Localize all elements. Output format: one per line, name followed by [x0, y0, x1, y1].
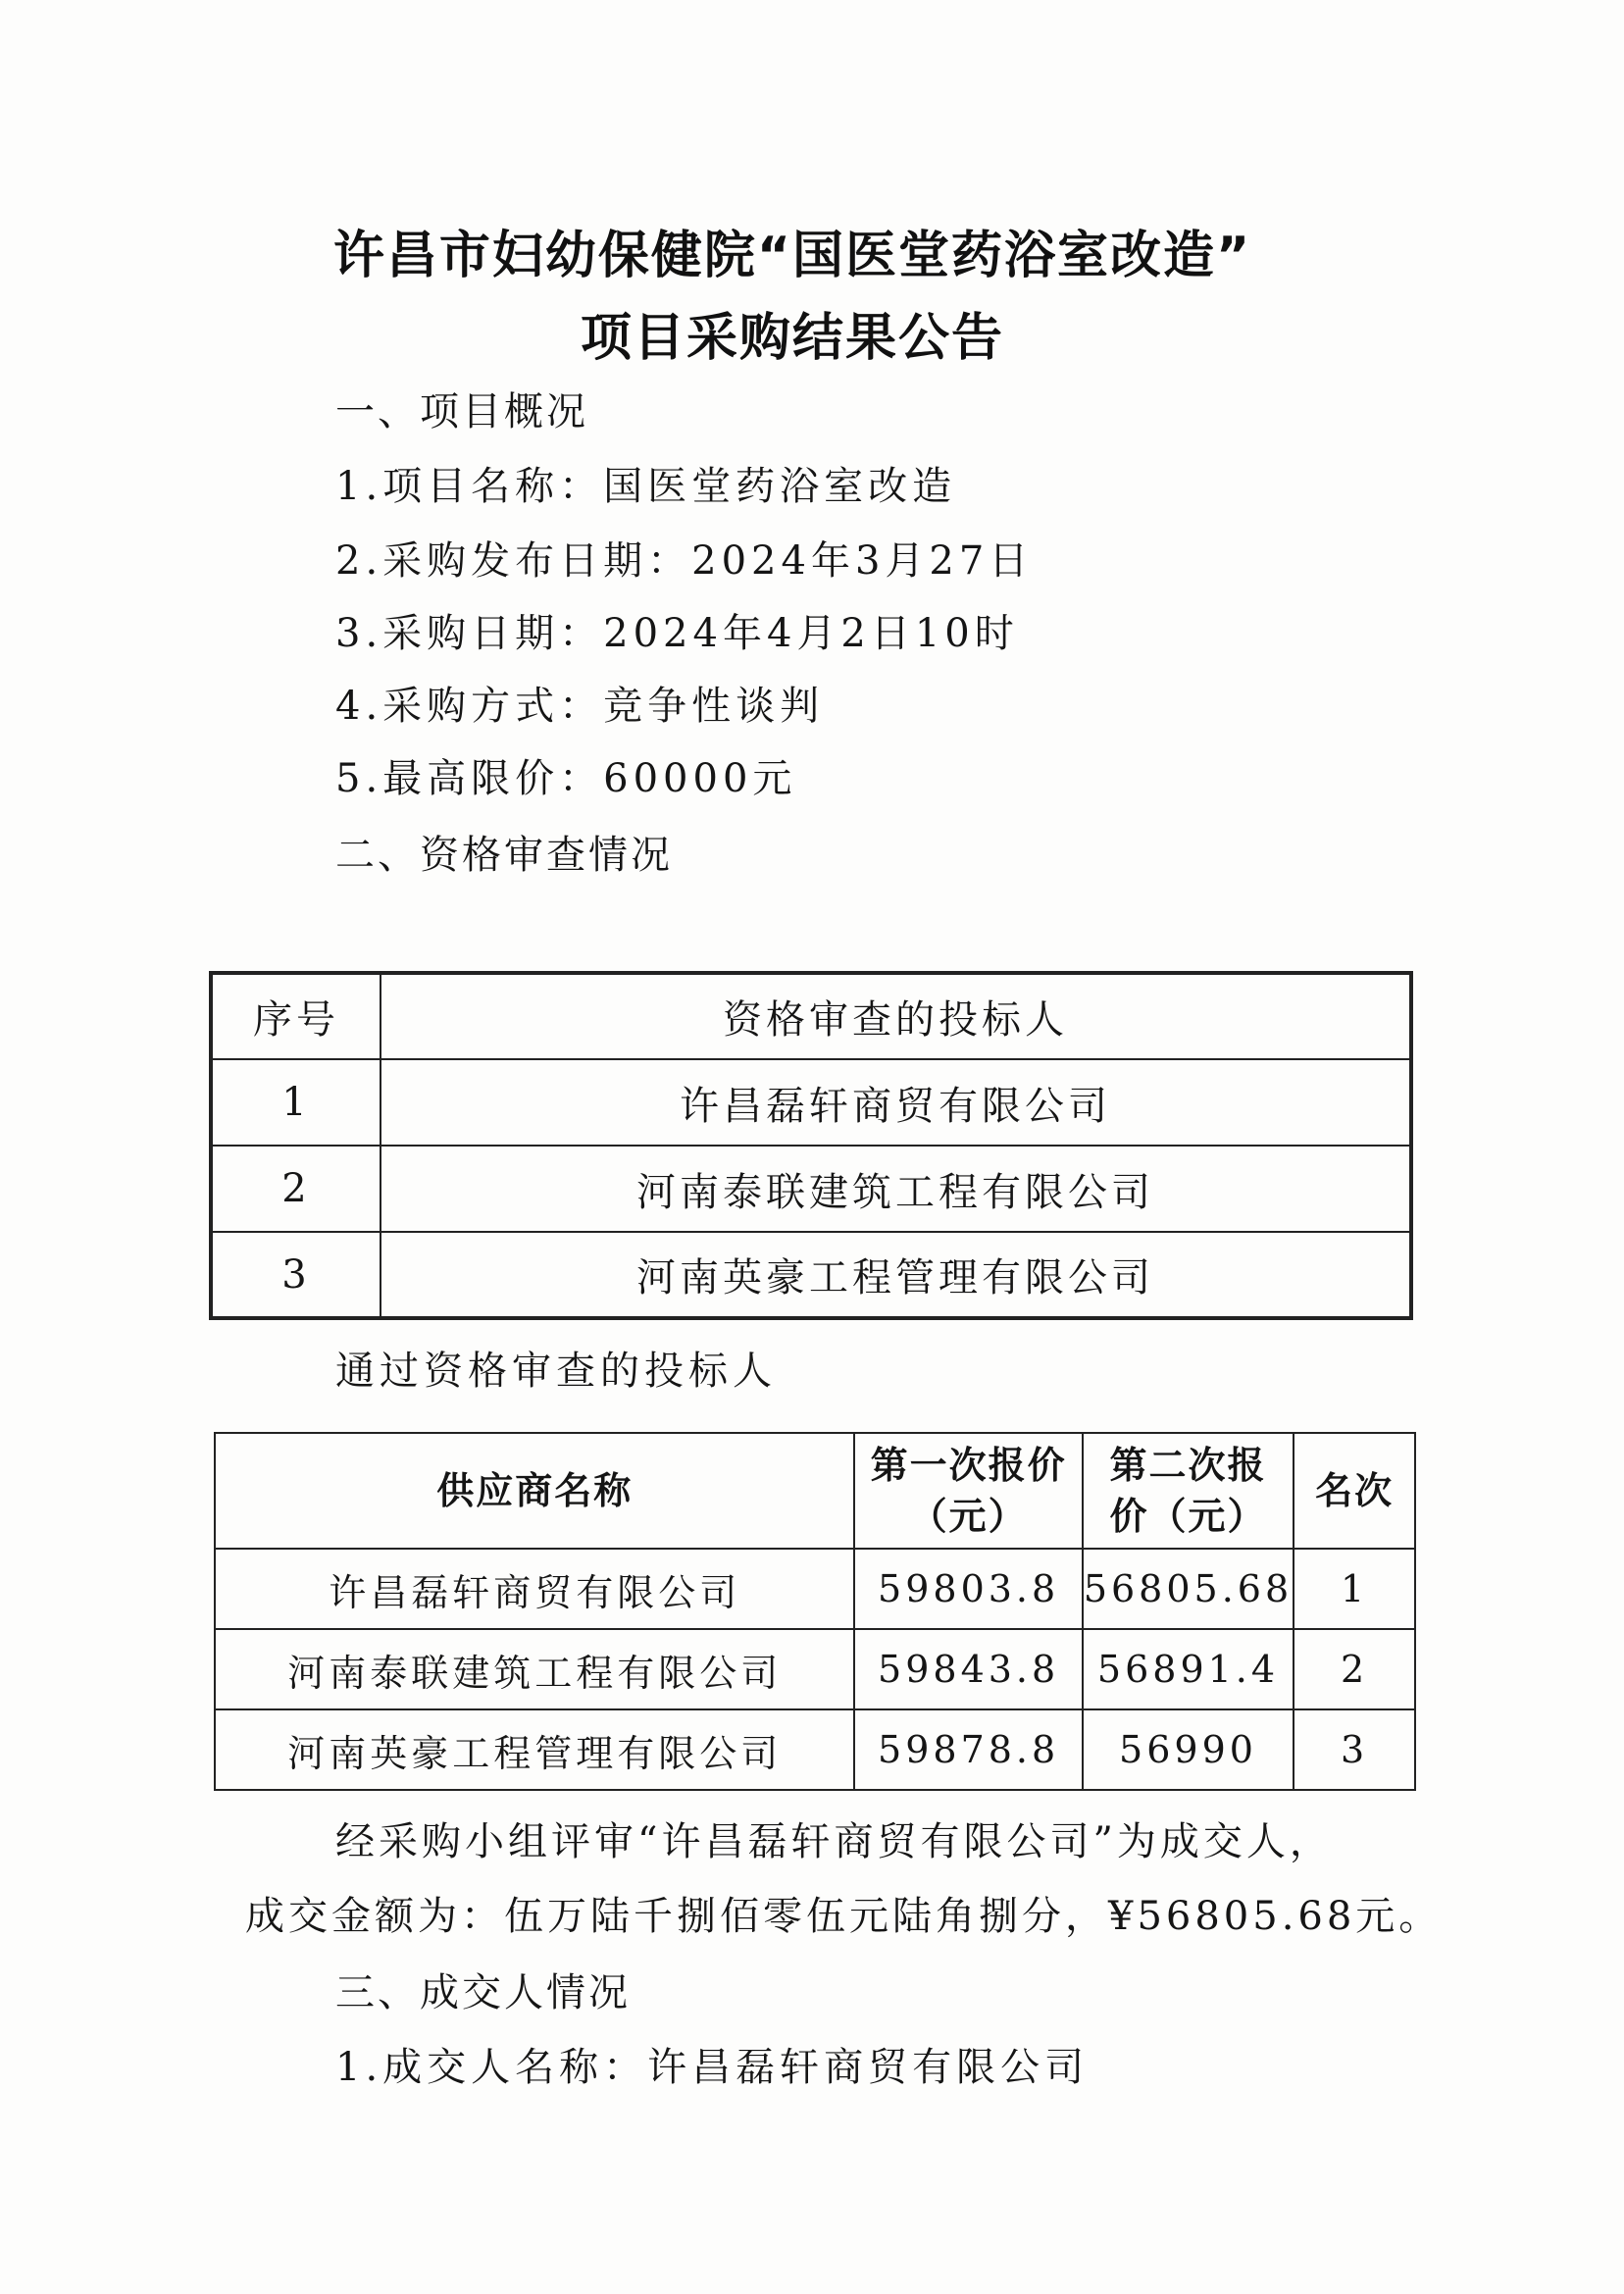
second-price-header-line-2: 价（元） [1109, 1495, 1267, 1538]
table-header-row [211, 973, 1411, 1059]
column-header-first-price [854, 1433, 1082, 1549]
winner-name-line: 1.成交人名称：许昌磊轩商贸有限公司 [335, 2045, 1090, 2090]
document-title-line-1: 许昌市妇幼保健院“国医堂药浴室改造” [332, 227, 1252, 285]
section-1-heading: 一、项目概况 [335, 389, 588, 434]
publish-date-line: 2.采购发布日期：2024年3月27日 [335, 538, 1034, 584]
second-price: 56891.4 [1083, 1629, 1294, 1709]
column-header-seq: 序号 [211, 973, 381, 1059]
column-header-second-price [1083, 1433, 1294, 1549]
procurement-method-line: 4.采购方式：竞争性谈判 [335, 684, 825, 729]
row-bidder: 许昌磊轩商贸有限公司 [381, 1059, 1411, 1146]
first-price: 59878.8 [854, 1709, 1082, 1790]
row-seq: 3 [211, 1232, 381, 1318]
first-price: 59803.8 [854, 1549, 1082, 1629]
max-price-line: 5.最高限价：60000元 [335, 756, 797, 801]
procurement-date-line: 3.采购日期：2024年4月2日10时 [335, 611, 1019, 656]
document-title-line-2: 项目采购结果公告 [580, 309, 1004, 368]
table-row [211, 1146, 1411, 1232]
project-name-line: 1.项目名称：国医堂药浴室改造 [335, 464, 957, 509]
row-bidder: 河南英豪工程管理有限公司 [381, 1232, 1411, 1318]
second-price: 56805.68 [1083, 1549, 1294, 1629]
first-price-header-line-1: 第一次报价 [870, 1444, 1067, 1487]
passed-bidders-label: 通过资格审查的投标人 [335, 1349, 777, 1394]
section-3-heading: 三、成交人情况 [335, 1970, 631, 2015]
second-price: 56990 [1083, 1709, 1294, 1790]
rank: 2 [1294, 1629, 1415, 1709]
conclusion-line-2: 成交金额为：伍万陆千捌佰零伍元陆角捌分，¥56805.68元。 [245, 1894, 1443, 1939]
supplier-name: 许昌磊轩商贸有限公司 [215, 1549, 854, 1629]
second-price-header-line-1: 第二次报 [1109, 1444, 1267, 1487]
first-price-header-line-2: （元） [909, 1495, 1028, 1538]
conclusion-line-1: 经采购小组评审“许昌磊轩商贸有限公司”为成交人， [335, 1819, 1333, 1864]
qualification-table [209, 971, 1413, 1320]
table-row [215, 1629, 1415, 1709]
row-bidder: 河南泰联建筑工程有限公司 [381, 1146, 1411, 1232]
price-table [214, 1432, 1416, 1791]
supplier-name: 河南英豪工程管理有限公司 [215, 1709, 854, 1790]
supplier-name: 河南泰联建筑工程有限公司 [215, 1629, 854, 1709]
table-row [211, 1059, 1411, 1146]
row-seq: 2 [211, 1146, 381, 1232]
first-price: 59843.8 [854, 1629, 1082, 1709]
column-header-rank: 名次 [1294, 1433, 1415, 1549]
column-header-supplier: 供应商名称 [215, 1433, 854, 1549]
table-row [215, 1709, 1415, 1790]
rank: 1 [1294, 1549, 1415, 1629]
row-seq: 1 [211, 1059, 381, 1146]
section-2-heading: 二、资格审查情况 [335, 833, 673, 878]
rank: 3 [1294, 1709, 1415, 1790]
table-header-row [215, 1433, 1415, 1549]
table-row [215, 1549, 1415, 1629]
column-header-bidder: 资格审查的投标人 [381, 973, 1411, 1059]
table-row [211, 1232, 1411, 1318]
